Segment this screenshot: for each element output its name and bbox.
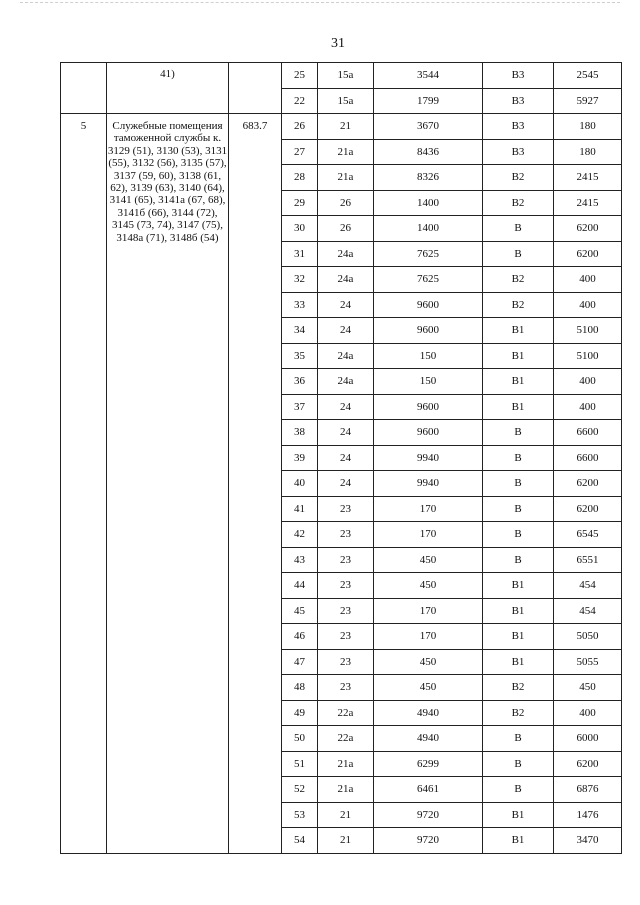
class-cell: В2 [483,267,554,293]
room-number-cell: 50 [282,726,318,752]
section-cell: 24 [318,292,374,318]
class-cell: В1 [483,624,554,650]
room-number-cell: 36 [282,369,318,395]
data-table [60,62,622,854]
room-number-cell: 39 [282,445,318,471]
value-cell: 7625 [374,267,483,293]
class-cell: В3 [483,63,554,89]
class-cell: В1 [483,598,554,624]
section-cell: 24а [318,369,374,395]
room-number-cell: 37 [282,394,318,420]
section-cell: 23 [318,649,374,675]
room-number-cell: 46 [282,624,318,650]
section-cell: 23 [318,598,374,624]
table-body [61,63,622,854]
value-cell: 3544 [374,63,483,89]
group-index-cell: 5 [61,114,107,854]
value-cell: 170 [374,624,483,650]
section-cell: 21а [318,165,374,191]
class-cell: В1 [483,369,554,395]
class-cell: В3 [483,88,554,114]
section-cell: 21а [318,139,374,165]
room-number-cell: 34 [282,318,318,344]
group-index-cell [61,63,107,114]
section-cell: 21а [318,751,374,777]
room-number-cell: 41 [282,496,318,522]
value-cell: 6299 [374,751,483,777]
value-cell: 170 [374,598,483,624]
class-cell: В2 [483,292,554,318]
section-cell: 21 [318,828,374,854]
amount-cell: 450 [554,675,622,701]
amount-cell: 400 [554,369,622,395]
value-cell: 450 [374,573,483,599]
section-cell: 21 [318,802,374,828]
class-cell: В [483,471,554,497]
section-cell: 26 [318,190,374,216]
class-cell: В [483,777,554,803]
room-number-cell: 28 [282,165,318,191]
amount-cell: 6876 [554,777,622,803]
room-number-cell: 42 [282,522,318,548]
section-cell: 24 [318,318,374,344]
value-cell: 3670 [374,114,483,140]
room-number-cell: 44 [282,573,318,599]
section-cell: 24 [318,445,374,471]
value-cell: 170 [374,496,483,522]
group-description-cell: 41) [107,63,229,114]
amount-cell: 6200 [554,216,622,242]
group-area-cell: 683.7 [229,114,282,854]
room-number-cell: 22 [282,88,318,114]
amount-cell: 454 [554,598,622,624]
amount-cell: 180 [554,139,622,165]
value-cell: 9600 [374,292,483,318]
amount-cell: 6600 [554,445,622,471]
room-number-cell: 38 [282,420,318,446]
value-cell: 150 [374,369,483,395]
amount-cell: 454 [554,573,622,599]
room-number-cell: 32 [282,267,318,293]
class-cell: В1 [483,828,554,854]
amount-cell: 3470 [554,828,622,854]
section-cell: 23 [318,573,374,599]
section-cell: 26 [318,216,374,242]
amount-cell: 6200 [554,751,622,777]
value-cell: 8326 [374,165,483,191]
section-cell: 15а [318,88,374,114]
amount-cell: 5927 [554,88,622,114]
section-cell: 23 [318,496,374,522]
section-cell: 21 [318,114,374,140]
class-cell: В1 [483,573,554,599]
amount-cell: 400 [554,292,622,318]
room-number-cell: 49 [282,700,318,726]
section-cell: 24 [318,420,374,446]
page-number: 31 [331,36,345,51]
class-cell: В2 [483,675,554,701]
room-number-cell: 43 [282,547,318,573]
amount-cell: 6200 [554,496,622,522]
class-cell: В3 [483,139,554,165]
class-cell: В [483,547,554,573]
amount-cell: 5055 [554,649,622,675]
value-cell: 1400 [374,216,483,242]
section-cell: 24а [318,343,374,369]
room-number-cell: 48 [282,675,318,701]
room-number-cell: 31 [282,241,318,267]
room-number-cell: 26 [282,114,318,140]
amount-cell: 5100 [554,318,622,344]
value-cell: 1400 [374,190,483,216]
class-cell: В [483,420,554,446]
amount-cell: 5100 [554,343,622,369]
amount-cell: 6600 [554,420,622,446]
amount-cell: 6200 [554,471,622,497]
amount-cell: 6545 [554,522,622,548]
value-cell: 9940 [374,445,483,471]
room-number-cell: 35 [282,343,318,369]
section-cell: 23 [318,675,374,701]
class-cell: В1 [483,318,554,344]
section-cell: 15а [318,63,374,89]
value-cell: 4940 [374,726,483,752]
value-cell: 450 [374,649,483,675]
room-number-cell: 52 [282,777,318,803]
scan-top-border [20,2,620,3]
class-cell: В [483,726,554,752]
amount-cell: 400 [554,700,622,726]
class-cell: В1 [483,802,554,828]
section-cell: 23 [318,547,374,573]
room-number-cell: 27 [282,139,318,165]
amount-cell: 2415 [554,190,622,216]
room-number-cell: 53 [282,802,318,828]
value-cell: 9600 [374,318,483,344]
room-number-cell: 45 [282,598,318,624]
value-cell: 450 [374,675,483,701]
class-cell: В [483,216,554,242]
amount-cell: 400 [554,394,622,420]
amount-cell: 6551 [554,547,622,573]
section-cell: 24 [318,394,374,420]
value-cell: 7625 [374,241,483,267]
value-cell: 150 [374,343,483,369]
class-cell: В1 [483,649,554,675]
value-cell: 1799 [374,88,483,114]
table-row [61,63,622,89]
class-cell: В2 [483,190,554,216]
value-cell: 9720 [374,828,483,854]
room-number-cell: 33 [282,292,318,318]
amount-cell: 6200 [554,241,622,267]
group-area-cell [229,63,282,114]
value-cell: 9600 [374,420,483,446]
amount-cell: 180 [554,114,622,140]
class-cell: В1 [483,394,554,420]
section-cell: 22а [318,726,374,752]
amount-cell: 400 [554,267,622,293]
section-cell: 24а [318,267,374,293]
value-cell: 9600 [374,394,483,420]
value-cell: 4940 [374,700,483,726]
section-cell: 23 [318,522,374,548]
section-cell: 24а [318,241,374,267]
room-number-cell: 29 [282,190,318,216]
class-cell: В [483,241,554,267]
class-cell: В2 [483,165,554,191]
amount-cell: 6000 [554,726,622,752]
class-cell: В [483,751,554,777]
value-cell: 8436 [374,139,483,165]
value-cell: 6461 [374,777,483,803]
class-cell: В1 [483,343,554,369]
value-cell: 9940 [374,471,483,497]
room-number-cell: 51 [282,751,318,777]
room-number-cell: 25 [282,63,318,89]
class-cell: В2 [483,700,554,726]
value-cell: 450 [374,547,483,573]
class-cell: В [483,445,554,471]
amount-cell: 1476 [554,802,622,828]
amount-cell: 2415 [554,165,622,191]
section-cell: 24 [318,471,374,497]
class-cell: В [483,522,554,548]
room-number-cell: 54 [282,828,318,854]
room-number-cell: 30 [282,216,318,242]
room-number-cell: 47 [282,649,318,675]
section-cell: 22а [318,700,374,726]
section-cell: 23 [318,624,374,650]
group-description-cell: Служебные помещения таможенной службы к. 3129 (51), 3130 (53), 3131 (55), 3132 (56), 3135 (57), 3137 (59, 60), 3138 (61, 62), 3139 (63), 3140 (64), 3141 (65), 3141а (67, 68), 3141б (66), 3144 (72), 3145 (73, 74), 3147 (75), 3148а (71), 3148б (54) [107,114,229,854]
amount-cell: 5050 [554,624,622,650]
room-number-cell: 40 [282,471,318,497]
table-row [61,114,622,140]
value-cell: 9720 [374,802,483,828]
class-cell: В [483,496,554,522]
class-cell: В3 [483,114,554,140]
section-cell: 21а [318,777,374,803]
value-cell: 170 [374,522,483,548]
amount-cell: 2545 [554,63,622,89]
